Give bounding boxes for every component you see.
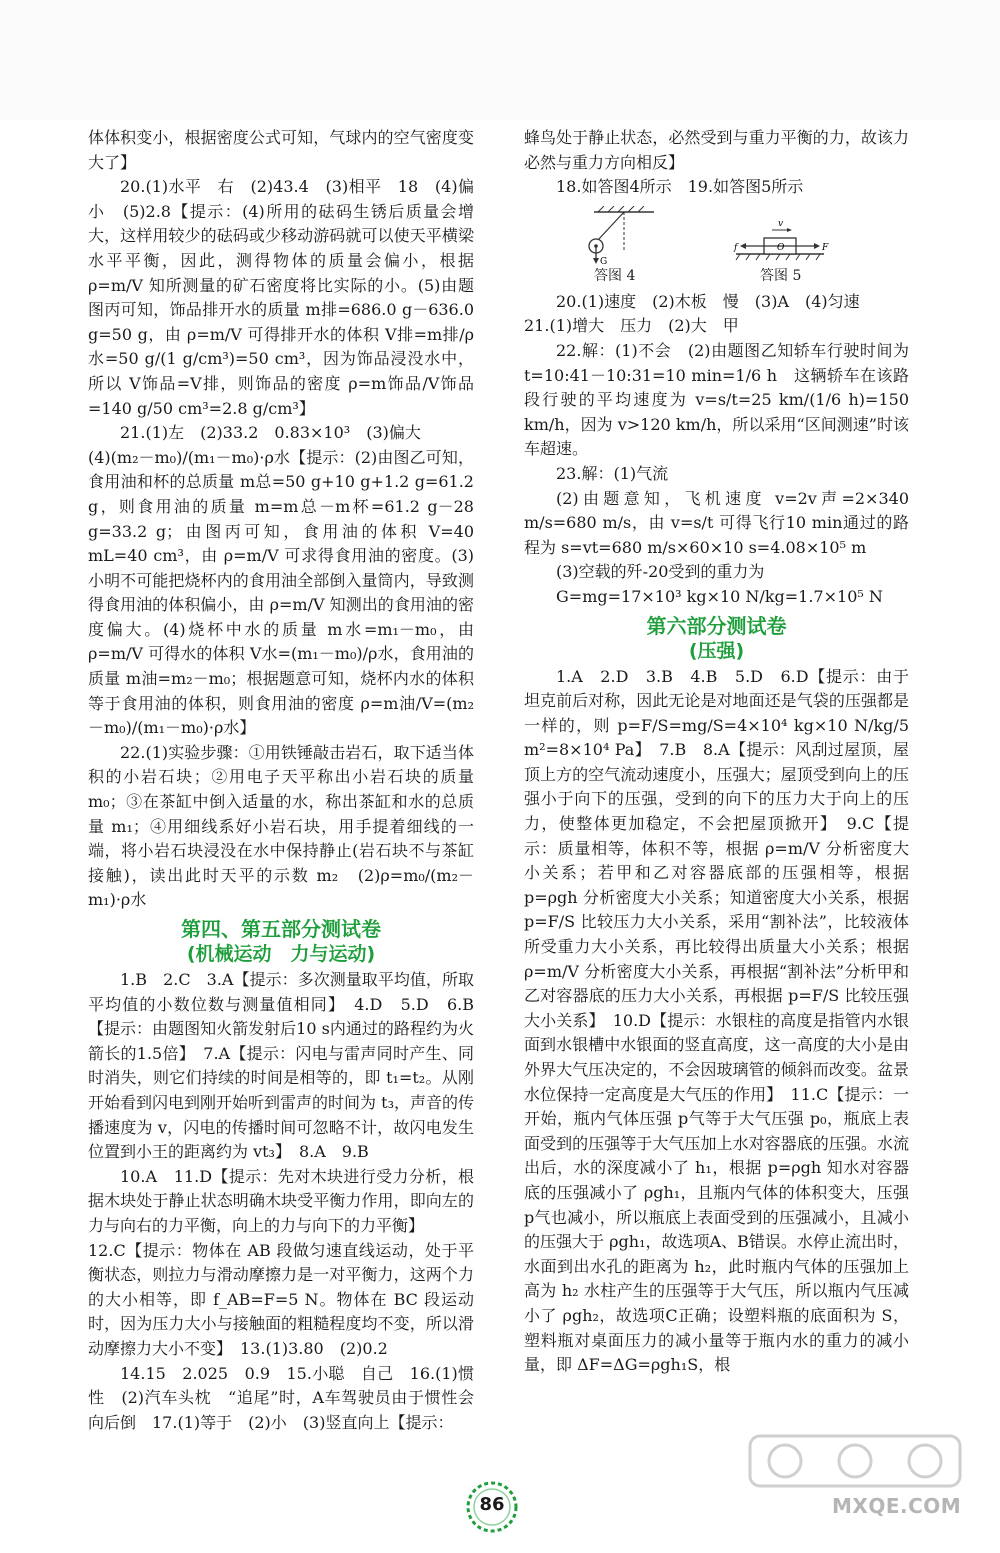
- watermark: [740, 1432, 970, 1522]
- figure-5-caption: 答图 5: [760, 267, 802, 284]
- answer-23-3-formula: G=mg=17×10³ kg×10 N/kg=1.7×10⁵ N: [556, 586, 883, 606]
- figure-5-diagram: [733, 219, 829, 260]
- answers-1-9: 1.B 2.C 3.A【提示：多次测量取平均值，所取平均值的小数位数与测量值相同】 4.D 5.D 6.B【提示：由题图知火箭发射后10 s内通过的路程约为火箭长的1.5倍】 7.A【提示：闪电与雷声同时产生、同时消失，则它们持续的时间是相等的，即 t₁=t₂。从刚开始看到闪电到刚开始听到雷声的时间为 t₃，声音的传播速度为 v，闪电的传播时间可忽略不计，故闪电发生位置到小王的距离约为 vt₃】 8.A 9.B: [88, 970, 474, 1162]
- answers-section-6: 1.A 2.D 3.B 4.B 5.D 6.D【提示：由于坦克前后对称，因此无论是对地面还是气袋的压强都是一样的，则 p=F/S=mg/S=4×10⁴ kg×10 N/kg/5 m²=8×10⁴ Pa】 7.B 8.A【提示：风刮过屋顶，屋顶上方的空气流动速度小，压强大；屋顶受到向上的压强小于向下的压强，受到的向下的压力大于向上的压力，使整体更加稳定，不会把屋顶掀开】 9.C【提示：质量相等，体积不等，根据 ρ=m/V 分析密度大小关系；若甲和乙对容器底部的压强相等，根据 p=ρgh 分析密度大小关系；知道密度大小关系，根据 p=F/S 比较压力大小关系，采用“割补法”，比较液体所受重力大小关系，再比较得出质量大小关系；根据 ρ=m/V 分析密度大小关系，再根据“割补法”分析甲和乙对容器底的压力大小关系，再根据 p=F/S 比较压强大小关系】 10.D【提示：水银柱的高度是指管内水银面到水银槽中水银面的竖直高度，这一高度的大小是由外界大气压决定的，不会因玻璃管的倾斜而改变。盆景水位保持一定高度是大气压的作用】 11.C【提示：一开始，瓶内气体压强 p气等于大气压强 p₀，瓶底上表面受到的压强等于大气压加上水对容器底的压强。水流出后，水的深度减小了 h₁，根据 p=ρgh 知水对容器底的压强减小了 ρgh₁，且瓶内气体的体积变大，压强 p气也减小，所以瓶底上表面受到的压强减小，且减小的压强大于 ρgh₁，故选项A、B错误。水停止流出时，水面到出水孔的距离为 h₂，此时瓶内气体的压强加上高为 h₂ 水柱产生的压强等于大气压，所以瓶内气压减小了 ρgh₂，故选项C正确；设塑料瓶的底面积为 S，塑料瓶对桌面压力的减小量等于瓶内水的重力的减小量，即 ΔF=ΔG=ρgh₁S，根: [524, 666, 909, 1375]
- answer-figures-svg: [524, 206, 909, 286]
- svg-text:O: O: [777, 242, 785, 253]
- svg-text:F: F: [822, 242, 829, 253]
- answer-20: 20.(1)速度 (2)木板 慢 (3)A (4)匀速: [556, 291, 860, 311]
- watermark-text: MXQE.COM: [832, 1494, 962, 1518]
- answers-10-11: 10.A 11.D【提示：先对木块进行受力分析，根据木块处于静止状态明确木块受平衡力作用，即向左的力与向右的力平衡，向上的力与向下的力平衡】: [88, 1166, 474, 1235]
- svg-text:f: f: [734, 242, 738, 253]
- right-column: [524, 126, 909, 1378]
- answer-23-2: (2)由题意知，飞机速度 v=2v声=2×340 m/s=680 m/s，由 v=s/t 可得飞行10 min通过的路程为 s=vt=680 m/s×60×10 s=4.08×10⁵ m: [524, 488, 909, 557]
- answers-18-19: 18.如答图4所示 19.如答图5所示: [556, 177, 804, 197]
- answer-22: 22.(1)实验步骤：①用铁锤敲击岩石，取下适当体积的小岩石块；②用电子天平称出小岩石块的质量 m₀；③在茶缸中倒入适量的水，称出茶缸和水的总质量 m₁；④用细线系好小岩石块，用手提着细线的一端，将小岩石块浸没在水中保持静止(岩石块不与茶缸接触)，读出此时天平的示数 m₂ (2)ρ=m₀/(m₂－m₁)·ρ水: [88, 742, 474, 910]
- answer-23: 23.解：(1)气流: [556, 463, 669, 483]
- section-subtitle-6: (压强): [688, 639, 745, 662]
- section-subtitle-4-5: (机械运动 力与运动): [186, 943, 376, 965]
- answer-21: 21.(1)增大 压力 (2)大 甲: [524, 316, 739, 336]
- figure-4-caption: 答图 4: [594, 267, 636, 284]
- page-number: 86: [479, 1494, 505, 1515]
- figure-4-diagram: [589, 206, 654, 267]
- answers-12-13: 12.C【提示：物体在 AB 段做匀速直线运动，处于平衡状态，则拉力与滑动摩擦力是一对平衡力，这两个力的大小相等，即 f_AB=F=5 N。物体在 BC 段运动时，因为压力大小与接触面的粗糙程度均不变，所以滑动摩擦力大小不变】 13.(1)3.80 (2)0.2: [88, 1240, 474, 1358]
- answers-14-17: 14.15 2.025 0.9 15.小聪 自己 16.(1)惯性 (2)汽车头枕 “追尾”时，A车驾驶员由于惯性会向后倒 17.(1)等于 (2)小 (3)竖直向上【提示：: [88, 1363, 474, 1432]
- answer-17-cont: 蜂鸟处于静止状态，必然受到与重力平衡的力，故该力必然与重力方向相反】: [524, 128, 909, 172]
- answer-21-4: (4)(m₂－m₀)/(m₁－m₀)·ρ水【提示：(2)由图乙可知，食用油和杯的总质量 m总=50 g+10 g+1.2 g=61.2 g，则食用油的质量 m=m总－m杯=61.2 g－28 g=33.2 g；由图丙可知，食用油的体积 V=40 mL=40 cm³，由 ρ=m/V 可求得食用油的密度。(3)小明不可能把烧杯内的食用油全部倒入量筒内，导致测得食用油的体积偏小，由 ρ=m/V 知测出的食用油的密度偏大。(4)烧杯中水的质量 m水=m₁－m₀，由 ρ=m/V 可得水的体积 V水=(m₁－m₀)/ρ水，食用油的质量 m油=m₂－m₀；根据题意可知，烧杯内水的体积等于食用油的体积，则食用油的密度 ρ=m油/V=(m₂－m₀)/(m₁－m₀)·ρ水】: [88, 447, 474, 738]
- page-top-margin: [0, 0, 1000, 120]
- svg-text:G: G: [600, 256, 608, 267]
- answer-text: 体体积变小，根据密度公式可知，气球内的空气密度变大了】: [88, 128, 474, 172]
- answer-23-3: (3)空载的歼-20受到的重力为: [556, 562, 765, 582]
- answer-22: 22.解：(1)不会 (2)由题图乙知轿车行驶时间为 t=10:41－10:31=10 min=1/6 h 这辆轿车在该路段行驶的平均速度为 v=s/t=25 km/(1/6 h)=150 km/h，因为 v>120 km/h，所以采用“区间测速”时该车超速。: [524, 340, 909, 459]
- left-column: [88, 126, 474, 1435]
- answer-20: 20.(1)水平 右 (2)43.4 (3)相平 18 (4)偏小 (5)2.8【提示：(4)所用的砝码生锈后质量会增大，这样用较少的砝码或少移动游码就可以使天平横梁水平平衡，因此，测得物体的质量会偏小，根据 ρ=m/V 知所测量的矿石密度将比实际的小。(5)由题图丙可知，饰品排开水的质量 m排=686.0 g－636.0 g=50 g，由 ρ=m/V 可得排开水的体积 V排=m排/ρ水=50 g/(1 g/cm³)=50 cm³，因为饰品浸没水中，所以 V饰品=V排，则饰品的密度 ρ=m饰品/V饰品=140 g/50 cm³=2.8 g/cm³】: [88, 177, 474, 418]
- answer-figures: [524, 206, 909, 286]
- svg-text:v: v: [778, 218, 784, 229]
- watermark-logo-icon: [740, 1432, 970, 1494]
- page-number-badge: [456, 1477, 528, 1549]
- answer-21: 21.(1)左 (2)33.2 0.83×10³ (3)偏大: [120, 423, 421, 443]
- section-title-6: 第六部分测试卷: [646, 613, 787, 638]
- section-title-4-5: 第四、第五部分测试卷: [181, 917, 381, 941]
